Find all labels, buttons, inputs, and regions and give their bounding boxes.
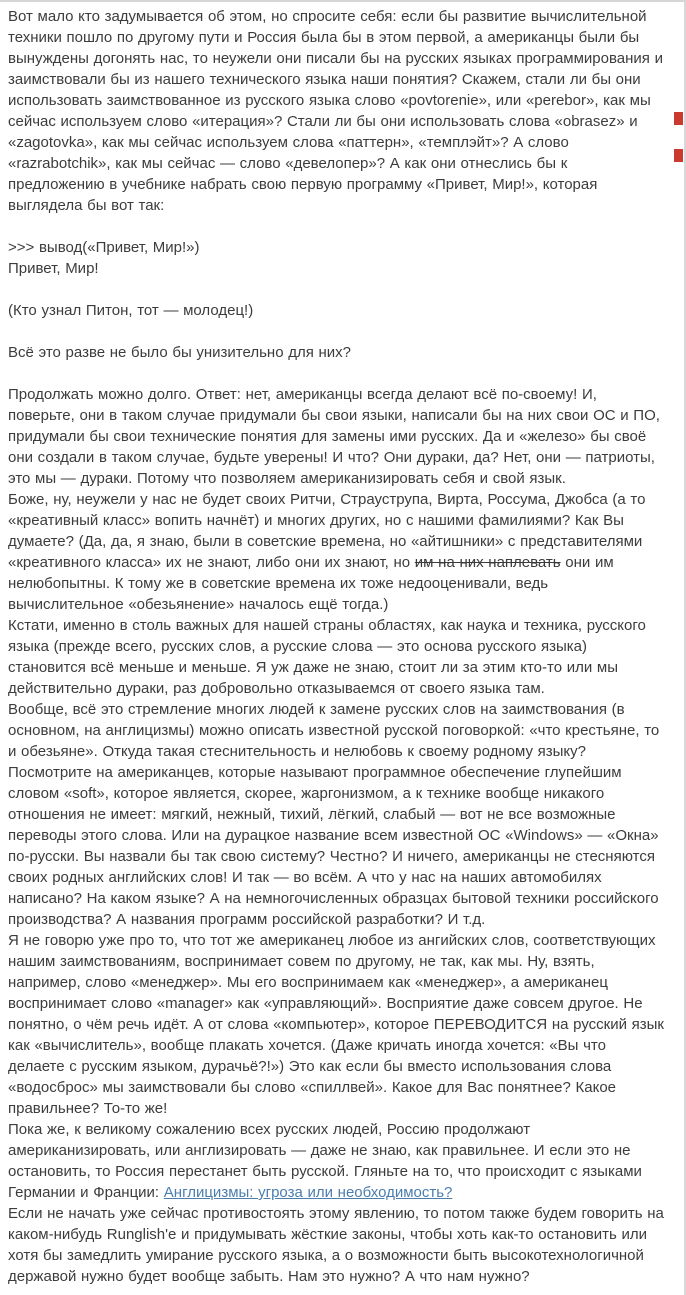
strikethrough-text: им на них наплевать: [414, 554, 561, 571]
bozhe-text-after: они им нелюбопытны. К тому же в советские времена их тоже недооценивали, ведь вычислительное «обезьянение» началось ещё тогда.): [8, 554, 614, 613]
paragraph-voobshe: Вообще, всё это стремление многих людей к замене русских слов на заимствования (в основном, на англицизмы) можно описать известной русской поговоркой: «что крестьяне, то и обезьяне». Откуда такая стеснительность и нелюбовь к своему родному языку? Посмотрите на американцев, которые называют программное обеспечение глупейшим словом «soft», которое является, скорее, жаргонизмом, а к технике вообще никакого отношения не имеет: мягкий, нежный, тихий, лёгкий, слабый — вот не все возможные переводы этого слова. Или на дурацкое название всем известной ОС «Windows» — «Окна» по-русски. Вы назвали бы так свою систему? Честно? И ничего, американцы не стесняются своих родных английских слов! И так — во всём. А что у нас на наших автомобилях написано? На каком языке? А на немногочисленных образцах бытовой техники российского производства? А названия программ российской разработки? И т.д.: [8, 701, 660, 928]
poka-text-before: Пока же, к великому сожалению всех русских людей, Россию продолжают американизировать, или англизировать — даже не знаю, как правильнее. И если это не остановить, то Россия перестанет быть русской. Гляньте на то, что происходит с языками Германии и Франции:: [8, 1121, 642, 1201]
paragraph-humiliation-question: Всё это разве не было бы унизительно для них?: [8, 344, 352, 361]
paragraph-continue: Продолжать можно долго. Ответ: нет, американцы всегда делают всё по-своему! И, поверьте, они в таком случае придумали бы свои языки, написали бы на них свои ОС и ПО, придумали бы свои технические понятия для замены ими русских. Да и «железо» бы своё они создали в таком случае, будьте уверены! И что? Они дураки, да? Нет, они — патриоты, это мы — дураки. Потому что позволяем американизировать себя и свой язык.: [8, 386, 660, 487]
code-line-output: Привет, Мир!: [8, 260, 99, 277]
paragraph-intro: Вот мало кто задумывается об этом, но спросите себя: если бы развитие вычислительной техники пошло по другому пути и Россия была бы в этом первой, а американцы были бы вынуждены догонять нас, то неужели они писали бы на русских языках программирования и заимствовали бы из нашего технического языка наши понятия? Скажем, стали ли бы они использовать заимствованное из русского языка слово «povtorenie», или «perebor», как мы сейчас используем слово «итерация»? Стали ли бы они использовать слова «obrasez» и «zagotovka», как мы сейчас используем слова «паттерн», «темплэйт»? А слово «razrabotchik», как мы сейчас — слово «девелопер»? А как они отнеслись бы к предложению в учебнике набрать свою первую программу «Привет, Мир!», которая выглядела бы вот так:: [8, 8, 663, 214]
code-line-input: >>> вывод(«Привет, Мир!»): [8, 239, 200, 256]
paragraph-manager: Я не говорю уже про то, что тот же американец любое из ангийских слов, соответствующих нашим заимствованиям, воспринимает совем по другому, не так, как мы. Ну, взять, например, слово «менеджер». Мы его воспринимаем как «менеджер», а американец воспринимает слово «manager» как «управляющий». Восприятие даже совсем другое. Не понятно, о чём речь идёт. А от слова «компьютер», которое ПЕРЕВОДИТСЯ на русский язык как «вычислитель», вообще плакать хочется. (Даже кричать иногда хочется: «Вы что делаете с русским языком, дурачьё?!») Это как если бы вместо использования слова «водосброс» мы заимствовали бы слово «спиллвей». Какое для Вас понятнее? Какое правильнее? То-то же!: [8, 932, 664, 1117]
paragraph-python-joke: (Кто узнал Питон, тот — молодец!): [8, 302, 254, 319]
anglicisms-link[interactable]: Англицизмы: угроза или необходимость?: [163, 1184, 453, 1201]
paragraph-poka: [8, 1119, 666, 1203]
paragraph-bozhe: [8, 489, 666, 615]
bozhe-text-before: Боже, ну, неужели у нас не будет своих Ритчи, Страуструпа, Вирта, Россума, Джобса (а то «креативный класс» вопить начнёт) и многих других, но с нашими фамилиями? Как Вы думаете? (Да, да, я знаю, были в советские времена, но «айтишники» с представителями «креативного класса» их не знают, либо они их знают, но: [8, 491, 646, 571]
paragraph-esli: Если не начать уже сейчас противостоять этому явлению, то потом также будем говорить на каком-нибудь Runglish'е и придумывать жёсткие законы, чтобы хоть как-то остановить или хотя бы замедлить умирание русского языка, а о возможности быть высокотехнологичной державой нужно будет вообще забыть. Нам это нужно? А что нам нужно?: [8, 1205, 664, 1285]
red-edge-marker: [674, 112, 683, 125]
red-edge-marker: [674, 149, 683, 162]
paragraph-kstati: Кстати, именно в столь важных для нашей страны областях, как наука и техника, русского языка (прежде всего, русских слов, а русские слова — это основа русского языка) становится всё меньше и меньше. Я уж даже не знаю, стоит ли за этим кто-то или мы действительно дураки, раз добровольно отказываемся от своего языка там.: [8, 617, 646, 697]
